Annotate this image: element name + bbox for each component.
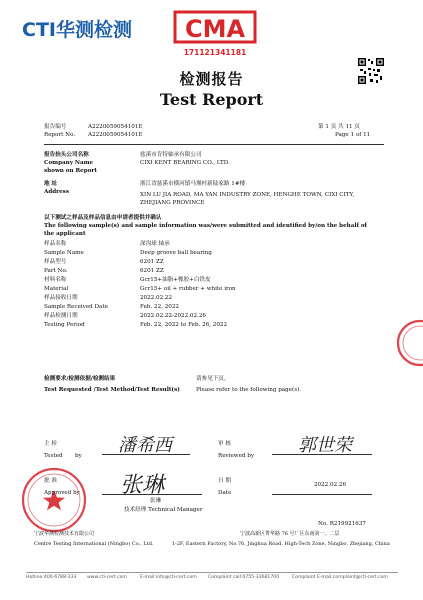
notice-en-1: The following sample(s) and sample information was/were submitted and identified by/on the behalf of <box>44 223 367 229</box>
address-label-en: Address <box>44 189 69 195</box>
company-name-en: CIXI KENT BEARING CO., LTD. <box>140 160 230 166</box>
sample-row-label: 样品名称 <box>44 241 67 247</box>
reviewed-signature: 郭世荣 <box>298 435 352 456</box>
email-link[interactable]: E-mail:info@cti-cert.com <box>140 575 197 580</box>
report-no-value-2: A2220059054101E <box>88 132 143 138</box>
footer-company-en: Centre Testing International (Ningbo) Co., Ltd. <box>34 541 154 547</box>
title-en: Test Report <box>159 90 264 109</box>
company-label-cn: 报告抬头公司名称 <box>44 152 89 158</box>
address-en-1: XIN LU JIA ROAD, MA YAN INDUSTRY ZONE, HENGHE TOWN, CIXI CITY, <box>140 192 355 198</box>
certificate-no: No. R219921637 <box>318 521 366 527</box>
notice-en-2: the applicant <box>44 231 86 237</box>
hotline-text: Hotline:400-6788-333 <box>26 575 77 580</box>
report-no-label-cn: 报告编号 <box>44 124 67 130</box>
bottom-rule <box>26 572 398 573</box>
tested-signature: 潘希西 <box>118 435 172 456</box>
company-label-en-1: Company Name <box>44 160 94 166</box>
approved-signature: 张琳 <box>120 473 165 498</box>
sample-row-value: Gcr15+油脂+橡胶+白铁皮 <box>140 277 211 283</box>
approved-name: 张琳 <box>150 498 162 504</box>
requested-value-cn: 请参见下页。 <box>196 376 230 382</box>
approved-signature-line <box>102 494 202 495</box>
sample-row-label: Part No. <box>44 268 68 274</box>
sample-row-value: Feb. 22, 2022 to Feb. 26, 2022 <box>140 322 228 328</box>
address-cn: 浙江省慈溪市横河镇马堰村新陆家路 1#楼 <box>140 181 246 187</box>
sample-row-label: 样品型号 <box>44 259 67 265</box>
sample-row-value: 深沟球 轴承 <box>140 241 170 247</box>
sample-row-value: Feb. 22, 2022 <box>140 304 179 310</box>
sample-row-value: 2022.02.22 <box>140 295 173 301</box>
cma-number: 171121341181 <box>183 48 247 57</box>
address-en-2: ZHEJIANG PROVINCE <box>140 200 205 206</box>
requested-value-en: Please refer to the following page(s). <box>196 387 302 393</box>
sample-row-value: 6201 ZZ <box>140 268 164 274</box>
sample-row-label: 样品接收日期 <box>44 295 78 301</box>
tested-label-en: Tested <box>44 453 63 459</box>
sample-row-value: Gcr15+ oil + rubber + white iron <box>140 286 236 292</box>
sample-row-value: Deep groove ball bearing <box>140 250 212 256</box>
tested-by-label: by <box>75 453 82 459</box>
page-en: Page 1 of 11 <box>335 132 371 138</box>
company-seal-stamp <box>20 466 88 534</box>
report-no-value-1: A2220059054101E <box>88 124 143 130</box>
footer-company-cn: 宁波华测检测技术有限公司 <box>34 531 95 537</box>
footer-address-en: 1-2F, Eastern Factory, No.76, Jinghua Road, High-Tech Zone, Ningbo, Zhejiang, China <box>172 541 390 547</box>
approved-title: 技术经理 Technical Manager <box>124 507 203 513</box>
website-link[interactable]: www.cti-cert.com <box>87 575 127 580</box>
date-value: 2022.02.26 <box>314 482 347 488</box>
sample-row-label: Material <box>44 286 69 292</box>
reviewed-label-cn: 审 核 <box>218 441 231 447</box>
sample-row-label: Sample Received Date <box>44 304 108 310</box>
complaint-email-link[interactable]: Complaint E-mail:complaint@cti-cert.com <box>292 575 388 580</box>
notice-cn: 以下测试之样品及样品信息由申请者提供并确认 <box>44 215 162 221</box>
date-label-cn: 日 期 <box>218 478 231 484</box>
requested-label-en: Test Requested /Test Method/Test Result(s) <box>44 387 180 393</box>
company-label-en-2: shown on Report <box>44 168 97 174</box>
approved-label-cn: 批 准 <box>44 478 57 484</box>
date-label-en: Date <box>218 490 232 496</box>
cti-logo <box>22 16 157 42</box>
seal-stamp-edge <box>388 318 423 368</box>
sample-row-label: 材料名称 <box>44 277 67 283</box>
sample-row-label: Sample Name <box>44 250 84 256</box>
report-no-label-en: Report No. <box>44 132 76 138</box>
reviewed-label-en: Reviewed by <box>218 453 254 459</box>
sample-row-label: Testing Period <box>44 322 85 328</box>
footer-address-cn: 宁波高新区菁华路 76 号厂区东南第一、二层 <box>240 531 340 537</box>
cma-mark-text: CMA <box>184 15 246 43</box>
tested-signature-line <box>102 454 190 455</box>
header-rule <box>44 144 384 145</box>
reviewed-signature-line <box>272 454 372 455</box>
approved-label-en: Approved by <box>44 490 80 496</box>
sample-row-value: 6201 ZZ <box>140 259 164 265</box>
sample-row-label: 样品检测日期 <box>44 313 78 319</box>
company-name-cn: 慈溪市肯特轴承有限公司 <box>140 152 202 158</box>
complaint-call-text: Complaint call:0755-33681700 <box>208 575 280 580</box>
logo-text: CTI华测检测 <box>22 19 132 41</box>
requested-label-cn: 检测要求/检测依据/检测结果 <box>44 376 116 382</box>
tested-label-cn: 主 检 <box>44 441 57 447</box>
page-cn: 第 1 页 共 11 页 <box>318 124 360 130</box>
date-line <box>272 494 372 495</box>
sample-row-value: 2022.02.22-2022.02.26 <box>140 313 206 319</box>
address-label-cn: 地 址 <box>44 181 58 187</box>
title-cn: 检测报告 <box>179 70 244 88</box>
cma-logo <box>165 10 265 58</box>
